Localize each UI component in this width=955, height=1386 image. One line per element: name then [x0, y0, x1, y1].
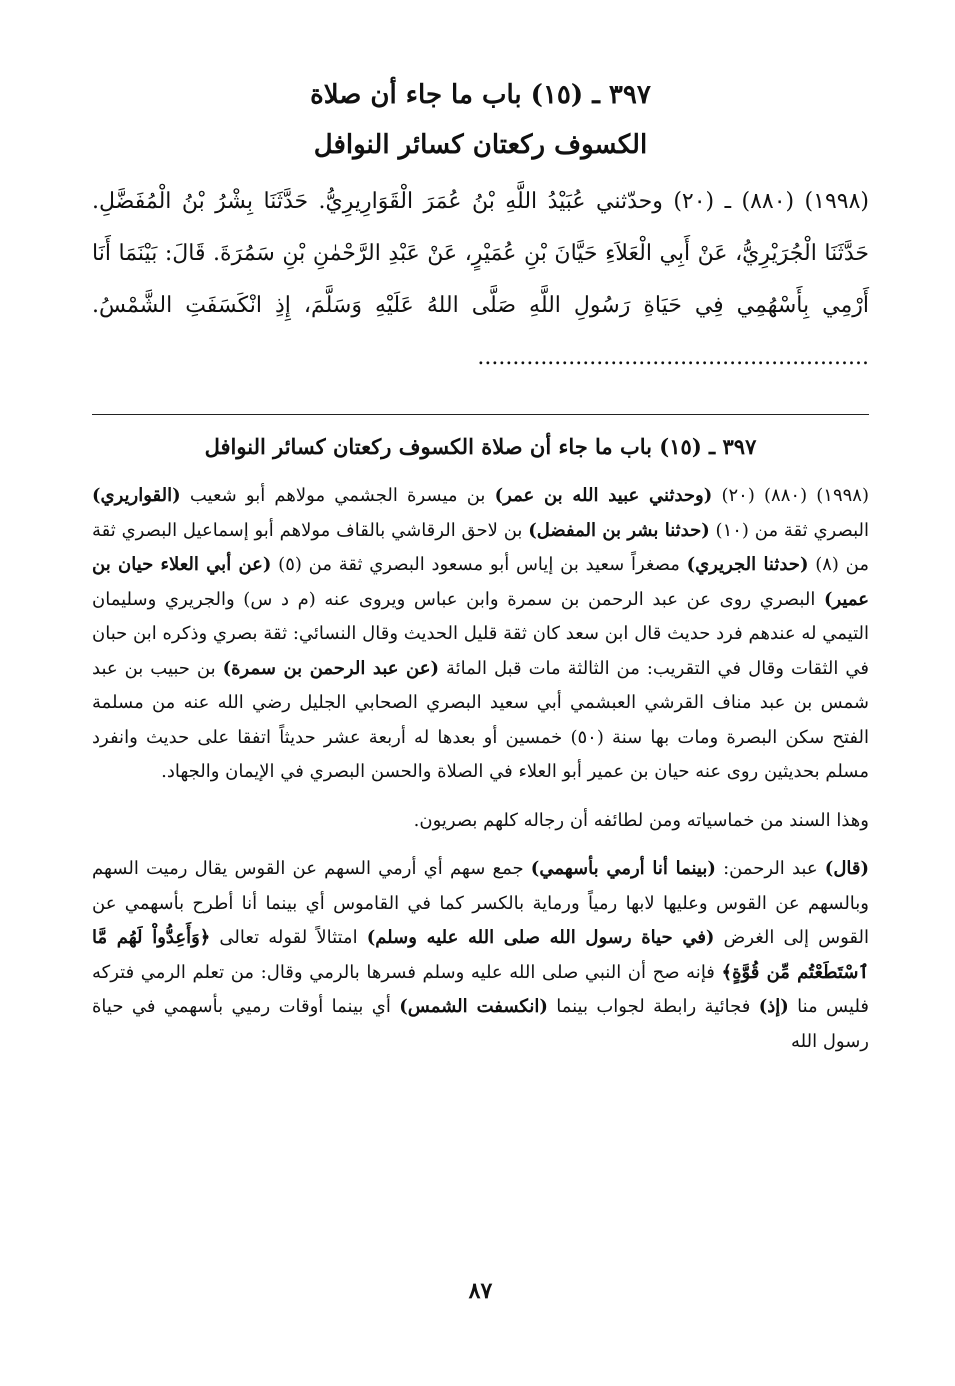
text-segment: عبد الرحمن:	[715, 858, 825, 879]
text-segment: امتثالاً لقوله تعالى	[210, 927, 367, 948]
bold-segment: (قال)	[824, 858, 869, 879]
bold-segment: (وحدثني عبيد الله بن عمر)	[494, 485, 713, 506]
text-segment: بن لاحق الرقاشي بالقاف مولاهم أبو إسماعيل البصري ثقة من (٨)	[92, 519, 870, 575]
bold-segment: (القواريري)	[92, 485, 181, 506]
text-segment: البصري ثقة من (١٠)	[709, 519, 869, 541]
text-segment: (١٩٩٨) (٨٨٠) (٢٠)	[712, 485, 869, 506]
bold-segment: (إذ)	[758, 996, 789, 1017]
hadith-ellipsis: ........................................................	[477, 345, 869, 370]
chapter-title	[92, 70, 869, 170]
section-divider	[92, 414, 869, 415]
commentary-paragraph-3	[92, 852, 869, 1059]
bold-segment: (عن عبد الرحمن بن سمرة)	[222, 657, 439, 679]
page-number: ٨٧	[468, 1278, 493, 1304]
text-segment: البصري روى عن عبد الرحمن بن سمرة وابن عباس ويروى عنه (م د س) والجريري وسليمان التيمي له عندهم فرد حديث قال ابن سعد كان ثقة قليل الحديث وقال النسائي: ثقة بصري وذكره ابن حبان في الثقات وقال في التقريب: من الثالثة مات قبل المائة	[92, 588, 869, 679]
text-segment: بن حبيب بن عبد شمس بن عبد مناف القرشي العبشمي أبي سعيد البصري الصحابي الجليل رضي الله عنه من مسلمة الفتح سكن البصرة ومات بها سنة (٥٠) خمسين أو بعدها له أربعة عشر حديثاً اتفقا على حديث وانفرد مسلم بحديثين روى عنه حيان بن عمير أبو العلاء في الصلاة والحسن البصري في الإيمان والجهاد.	[92, 657, 869, 782]
bold-segment: (في حياة رسول الله صلى الله عليه وسلم)	[366, 927, 715, 948]
commentary	[92, 479, 869, 1059]
hadith-text	[92, 176, 869, 384]
hadith-body: (١٩٩٨) (٨٨٠) ـ (٢٠) وحدّثني عُبَيْدُ اللَّهِ بْنُ عُمَرَ الْقَوَارِيرِيُّ. حَدَّثَنَا بِشْرُ بْنُ الْمُفَضَّلِ. حَدَّثَنَا الْجُرَيْرِيُّ، عَنْ أَبِي الْعَلاَءِ حَيَّانَ بْنِ عُمَيْرٍ، عَنْ عَبْدِ الرَّحْمٰنِ بْنِ سَمُرَةَ. قَالَ: بَيْنَمَا أَنَا أَرْمِي بِأَسْهُمِي فِي حَيَاةِ رَسُولِ اللَّهِ صَلَّى اللهُ عَلَيْهِ وَسَلَّمَ، إِذِ انْكَسَفَتِ الشَّمْسُ.	[92, 189, 869, 318]
text-segment: أي بينما أوقات رميي بأسهمي في حياة رسول الله	[92, 996, 869, 1052]
text-segment: بن ميسرة الجشمي مولاهم أبو شعيب	[180, 485, 495, 506]
quran-verse: ﴿وَأَعِدُّواْ لَهُم مَّا ٱسْتَطَعْتُم مِّن قُوَّةٍ﴾	[92, 927, 869, 983]
chapter-title-line1: ٣٩٧ ـ (١٥) باب ما جاء أن صلاة	[310, 80, 651, 110]
text-segment: فجائية رابطة لجواب بينما	[547, 996, 759, 1017]
text-segment: جمع سهم أي أرمي السهم عن القوس يقال رميت السهم وبالسهم عن القوس وعليها لابها رمياً ورماية بالكسر كما في القاموس أي بينما أنا أطرح بأسهمي عن القوس إلى الغرض	[92, 858, 869, 948]
text-segment: فإنه صح أن النبي صلى الله عليه وسلم فسرها بالرمي وقال: من تعلم الرمي فتركه فليس منا	[92, 961, 870, 1017]
bold-segment: (انكسفت الشمس)	[399, 996, 548, 1017]
chapter-title-line2: الكسوف ركعتان كسائر النوافل	[313, 130, 648, 160]
page	[92, 70, 869, 1370]
bold-segment: (حدثنا الجريري)	[686, 554, 809, 575]
commentary-paragraph-1	[92, 479, 869, 790]
commentary-heading: ٣٩٧ ـ (١٥) باب ما جاء أن صلاة الكسوف ركعتان كسائر النوافل	[204, 434, 757, 459]
bold-segment: (عن أبي العلاء حيان بن عمير)	[92, 554, 869, 610]
bold-segment: (حدثنا بشر بن المفضل)	[528, 519, 710, 541]
text-segment: مصغراً سعيد بن إياس أبو مسعود البصري ثقة من (٥)	[271, 554, 687, 575]
bold-segment: (بينما أنا أرمي بأسهمي)	[530, 858, 716, 879]
commentary-paragraph-2: وهذا السند من خماسياته ومن لطائفه أن رجاله كلهم بصريون.	[413, 809, 869, 831]
